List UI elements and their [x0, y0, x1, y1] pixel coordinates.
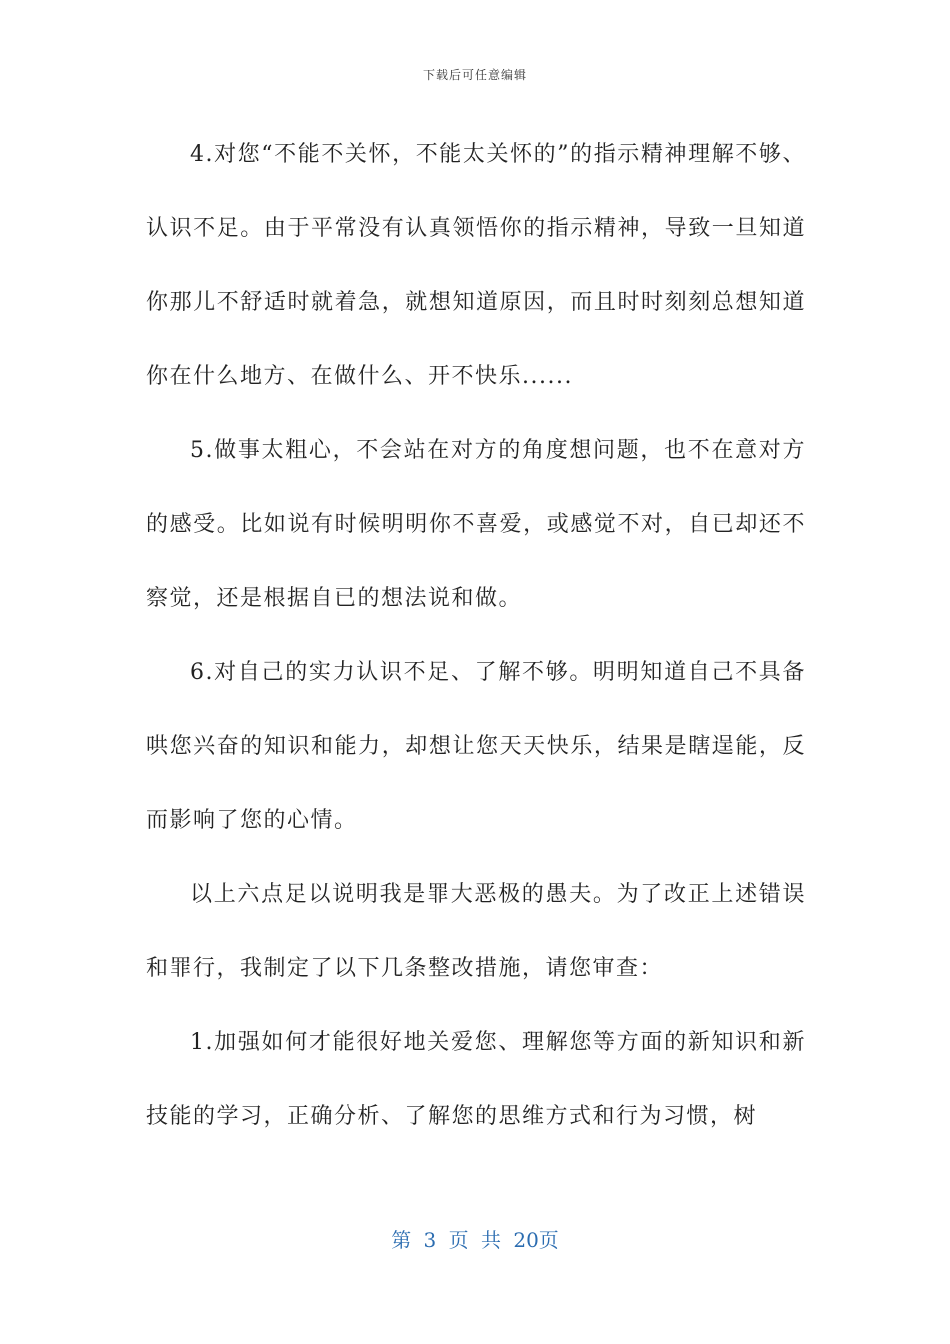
page-number-footer: 第 3 页 共 20页 — [391, 1228, 559, 1252]
page-header: 下载后可任意编辑 — [422, 68, 527, 82]
document-body — [146, 118, 806, 1154]
paragraph-item-4: 4.对您“不能不关怀，不能太关怀的”的指示精神理解不够、认识不足。由于平常没有认真领悟你的指示精神，导致一旦知道你那儿不舒适时就着急，就想知道原因，而且时时刻刻总想知道你在什么地方、在做什么、开不快乐...... — [146, 142, 806, 389]
paragraph-item-6: 6.对自己的实力认识不足、了解不够。明明知道自己不具备哄您兴奋的知识和能力，却想让您天天快乐，结果是瞎逞能，反而影响了您的心情。 — [146, 660, 806, 833]
paragraph-item-5: 5.做事太粗心，不会站在对方的角度想问题，也不在意对方的感受。比如说有时候明明你不喜爱，或感觉不对，自已却还不察觉，还是根据自已的想法说和做。 — [146, 438, 806, 611]
paragraph-summary: 以上六点足以说明我是罪大恶极的愚夫。为了改正上述错误和罪行，我制定了以下几条整改措施，请您审查： — [146, 882, 806, 981]
paragraph-measure-1: 1.加强如何才能很好地关爱您、理解您等方面的新知识和新技能的学习，正确分析、了解您的思维方式和行为习惯，树 — [146, 1030, 806, 1129]
